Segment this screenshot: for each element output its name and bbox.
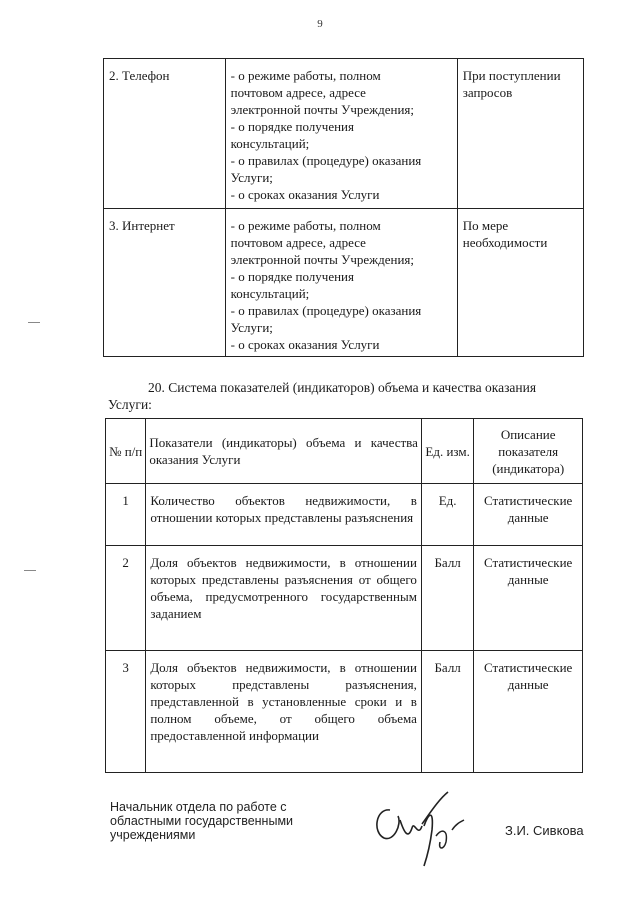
methods-cell bbox=[225, 59, 457, 209]
row-number: 1 bbox=[106, 484, 146, 546]
signer-position-line: учреждениями bbox=[110, 828, 196, 842]
table-row bbox=[106, 651, 583, 773]
method-line: - о режиме работы, полном bbox=[230, 218, 381, 233]
methods-cell bbox=[225, 209, 457, 357]
table-row bbox=[106, 546, 583, 651]
indicator-unit: Ед. bbox=[421, 484, 473, 546]
signer-position-line: Начальник отдела по работе с bbox=[110, 800, 287, 814]
method-line: - о порядке получения bbox=[230, 119, 354, 134]
method-line: - о правилах (процедуре) оказания bbox=[230, 303, 422, 318]
indicator-description: Статистические данные bbox=[474, 484, 583, 546]
table-header-row bbox=[106, 419, 583, 484]
signer-position-line: областными государственными bbox=[110, 814, 294, 828]
frequency-cell: При поступлении запросов bbox=[457, 59, 583, 209]
method-line: Услуги; bbox=[230, 170, 273, 185]
frequency-cell: По мере необходимости bbox=[457, 209, 583, 357]
method-line: почтовом адресе, адресе bbox=[230, 235, 366, 250]
table-row bbox=[104, 59, 584, 209]
signer-name: З.И. Сивкова bbox=[505, 823, 584, 838]
section-heading-line: Услуги: bbox=[108, 397, 152, 412]
indicator-description: Статистические данные bbox=[474, 546, 583, 651]
header-number: № п/п bbox=[106, 419, 146, 484]
indicator-unit: Балл bbox=[421, 546, 473, 651]
method-line: - о правилах (процедуре) оказания bbox=[230, 153, 422, 168]
header-indicator-name: Показатели (индикаторы) объема и качества оказания Услуги bbox=[146, 419, 422, 484]
indicator-name: Доля объектов недвижимости, в отношении которых представлены разъяснения от общего объема, предусмотренного государственным заданием bbox=[146, 546, 422, 651]
margin-mark bbox=[24, 570, 36, 571]
page-number: 9 bbox=[317, 18, 323, 30]
method-line: консультаций; bbox=[230, 136, 310, 151]
method-line: - о сроках оказания Услуги bbox=[230, 187, 380, 202]
indicator-name: Количество объектов недвижимости, в отношении которых представлены разъяснения bbox=[146, 484, 422, 546]
channel-cell: 2. Телефон bbox=[104, 59, 226, 209]
row-number: 2 bbox=[106, 546, 146, 651]
method-line: электронной почты Учреждения; bbox=[230, 102, 415, 117]
section-20-heading bbox=[108, 379, 580, 413]
indicator-description: Статистические данные bbox=[474, 651, 583, 773]
margin-mark bbox=[28, 322, 40, 323]
method-line: электронной почты Учреждения; bbox=[230, 252, 415, 267]
information-methods-table bbox=[103, 58, 584, 357]
indicator-name: Доля объектов недвижимости, в отношении которых представлены разъяснения, представленной в установленные сроки и в полном объеме, от общего объема предоставленной информации bbox=[146, 651, 422, 773]
indicators-table bbox=[105, 418, 583, 773]
method-line: почтовом адресе, адресе bbox=[230, 85, 366, 100]
channel-cell: 3. Интернет bbox=[104, 209, 226, 357]
handwritten-signature bbox=[368, 780, 478, 870]
header-unit: Ед. изм. bbox=[421, 419, 473, 484]
row-number: 3 bbox=[106, 651, 146, 773]
method-line: - о режиме работы, полном bbox=[230, 68, 381, 83]
method-line: - о сроках оказания Услуги bbox=[230, 337, 380, 352]
indicator-unit: Балл bbox=[421, 651, 473, 773]
signer-position bbox=[110, 800, 320, 842]
table-row bbox=[106, 484, 583, 546]
method-line: консультаций; bbox=[230, 286, 310, 301]
header-description: Описание показателя (индикатора) bbox=[474, 419, 583, 484]
section-heading-line: 20. Система показателей (индикаторов) объема и качества оказания bbox=[148, 380, 537, 395]
method-line: - о порядке получения bbox=[230, 269, 354, 284]
method-line: Услуги; bbox=[230, 320, 273, 335]
table-row bbox=[104, 209, 584, 357]
